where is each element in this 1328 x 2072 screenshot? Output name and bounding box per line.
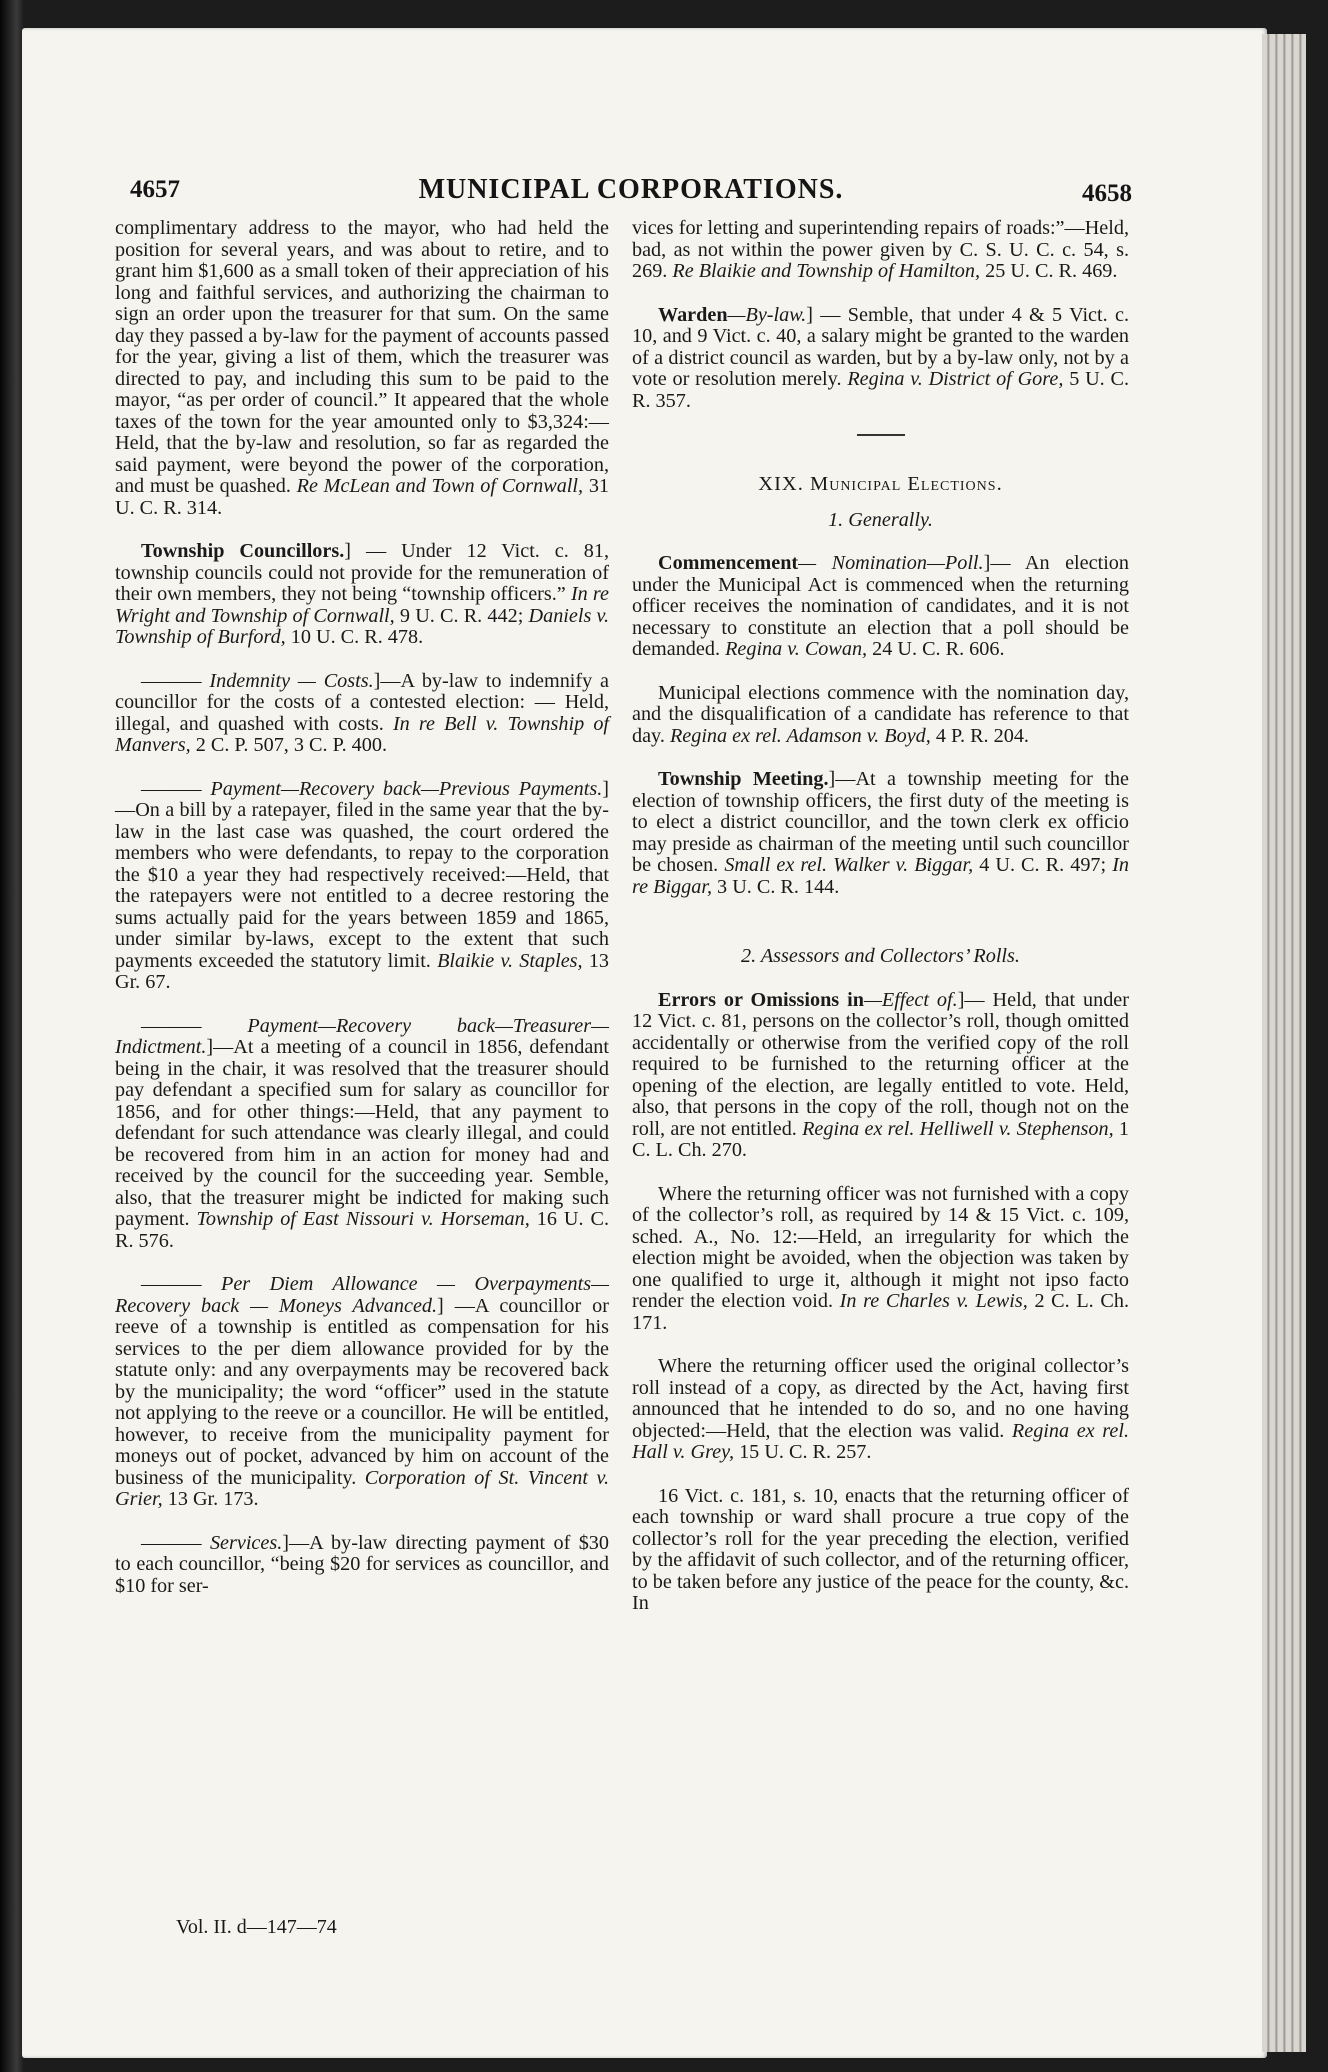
running-header (130, 174, 1132, 214)
page-edges (1262, 34, 1306, 2052)
left-paragraph-5: ——— Payment—Recovery back—Treasurer—Indictment.]—At a meeting of a council in 1856, defendant being in the chair, it was resolved that the treasurer should pay defendant a specified sum for salary as councillor for 1856, and for other things:—Held, that any payment to defendant for such attendance was clearly illegal, and could be recovered from him in an action for money had and received by the council for the succeeding year. Semble, also, that the treasurer might be indicted for making such payment. Township of East Nissouri v. Horseman, 16 U. C. R. 576. (115, 1014, 610, 1252)
subsection-heading-rolls: 2. Assessors and Collectors’ Rolls. (741, 945, 1020, 967)
right-paragraph-2: Warden—By-law.] — Semble, that under 4 & 5 Vict. c. 10, and 9 Vict. c. 40, a salary might be granted to the warden of a district council as warden, but by a by-law only, not by a vote or resolution merely. Regina v. District of Gore, 5 U. C. R. 357. (632, 303, 1130, 412)
right-paragraph-5: Township Meeting.]—At a township meeting for the election of township officers, the first duty of the meeting is to elect a district councillor, and the town clerk ex officio may preside as chairman of the meeting until such councillor be chosen. Small ex rel. Walker v. Biggar, 4 U. C. R. 497; In re Biggar, 3 U. C. R. 144. (632, 768, 1130, 898)
subsection-heading-generally: 1. Generally. (828, 508, 933, 531)
running-title: MUNICIPAL CORPORATIONS. (418, 174, 844, 205)
left-paragraph-3: ——— Indemnity — Costs.]—A by-law to indemnify a councillor for the costs of a contested election: — Held, illegal, and quashed with costs. In re Bell v. Township of Manvers, 2 C. P. 507, 3 C. P. 400. (115, 669, 610, 756)
left-column (115, 218, 609, 1619)
book-binding (0, 0, 24, 2072)
right-paragraph-1: vices for letting and superintending repairs of roads:”—Held, bad, as not within the power given by C. S. U. C. c. 54, s. 269. Re Blaikie and Township of Hamilton, 25 U. C. R. 469. (632, 217, 1129, 282)
left-paragraph-6: ——— Per Diem Allowance — Overpayments—Recovery back — Moneys Advanced.] —A councillor or reeve of a township is entitled as compensation for his services to the per diem allowance provided for by the statute only: and any overpayments may be recovered back by the municipality; the word “officer” used in the statute not applying to the reeve or a councillor. He will be entitled, however, to receive from the municipality payment for moneys out of pocket, advanced by him on account of the business of the municipality. Corporation of St. Vincent v. Grier, 13 Gr. 173. (115, 1273, 610, 1510)
left-paragraph-7: ——— Services.]—A by-law directing payment of $30 to each councillor, “being $20 for services as councillor, and $10 for ser- (115, 1531, 609, 1597)
right-paragraph-8: Where the returning officer used the original collector’s roll instead of a copy, as directed by the Act, having first announced that he intended to do so, and no one having objected:—Held, that the election was valid. Regina ex rel. Hall v. Grey, 15 U. C. R. 257. (632, 1355, 1129, 1463)
page-number-right: 4658 (1082, 180, 1132, 207)
right-column (632, 218, 1129, 1637)
left-paragraph-1: complimentary address to the mayor, who had held the position for several years, and was about to retire, and to grant him $1,600 as a small token of their appreciation of his long and faithful services, and authorizing the chairman to sign an order upon the treasurer for that sum. On the same day they passed a by-law for the payment of accounts passed for the year, giving a list of them, which the treasurer was directed to pay, and including this sum to be paid to the mayor, “as per order of council.” It appeared that the whole taxes of the town for the year amounted only to $3,324:—Held, that the by-law and resolution, so far as regarded the said payment, were beyond the power of the corporation, and must be quashed. Re McLean and Town of Cornwall, 31 U. C. R. 314. (115, 217, 609, 519)
right-paragraph-3: Commencement— Nomination—Poll.]— An election under the Municipal Act is commenced when the returning officer receives the nomination of candidates, and it is not necessary to constitute an election that a poll should be demanded. Regina v. Cowan, 24 U. C. R. 606. (632, 552, 1129, 660)
right-paragraph-7: Where the returning officer was not furnished with a copy of the collector’s roll, as required by 14 & 15 Vict. c. 109, sched. A., No. 12:—Held, an irregularity for which the election might be avoided, when the objection was taken by one qualified to urge it, although it might not ipso facto render the election void. In re Charles v. Lewis, 2 C. L. Ch. 171. (632, 1182, 1129, 1334)
page-number-left: 4657 (130, 176, 180, 203)
section-heading: XIX. Municipal Elections. (758, 473, 1003, 495)
right-paragraph-4: Municipal elections commence with the nomination day, and the disqualification of a candidate has reference to that day. Regina ex rel. Adamson v. Boyd, 4 P. R. 204. (632, 681, 1129, 747)
right-paragraph-6: Errors or Omissions in—Effect of.]— Held, that under 12 Vict. c. 81, persons on the collector’s roll, though omitted accidentally or otherwise from the verified copy of the roll required to be furnished to the returning officer at the opening of the election, are legally entitled to vote. Held, also, that persons in the copy of the roll, though not on the roll, are not entitled. Regina ex rel. Helliwell v. Stephenson, 1 C. L. Ch. 270. (632, 988, 1129, 1161)
left-paragraph-2: Township Councillors.] — Under 12 Vict. c. 81, township councils could not provide for the remuneration of their own members, they not being “township officers.” In re Wright and Township of Cornwall, 9 U. C. R. 442; Daniels v. Township of Burford, 10 U. C. R. 478. (115, 540, 610, 648)
section-divider (857, 434, 905, 436)
right-paragraph-9: 16 Vict. c. 181, s. 10, enacts that the returning officer of each township or ward shall procure a true copy of the collector’s roll for the year preceding the election, verified by the affidavit of such collector, and of the returning officer, to be taken before any justice of the peace for the county, &c. In (632, 1484, 1129, 1614)
signature-mark: Vol. II. d—147—74 (176, 1916, 337, 1938)
left-paragraph-4: ——— Payment—Recovery back—Previous Payments.]—On a bill by a ratepayer, filed in the same year that the by-law in the last case was quashed, the court ordered the members who were defendants, to repay to the corporation the $10 a year they had respectively received:—Held, that the ratepayers were not entitled to a decree restoring the sums actually paid for the years between 1859 and 1865, under similar by-laws, except to the extent that such payments exceeded the statutory limit. Blaikie v. Staples, 13 Gr. 67. (115, 777, 610, 993)
